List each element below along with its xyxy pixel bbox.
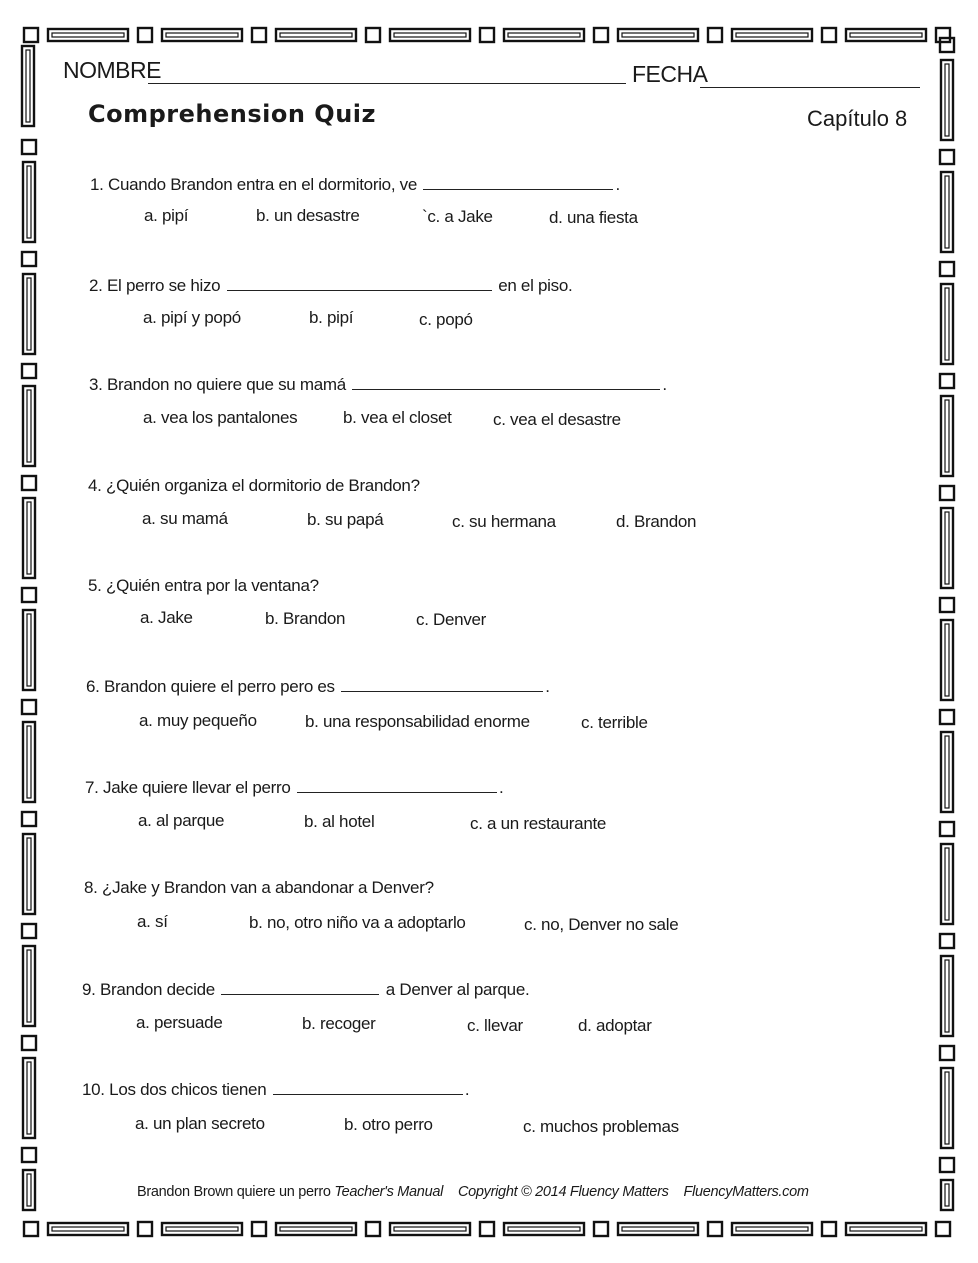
border-square	[708, 1222, 722, 1236]
border-square	[22, 364, 36, 378]
border-bar	[941, 732, 953, 812]
answer-blank[interactable]	[273, 1080, 463, 1095]
border-square	[708, 28, 722, 42]
border-square	[822, 1222, 836, 1236]
option[interactable]: b. una responsabilidad enorme	[305, 712, 530, 731]
option[interactable]: b. recoger	[302, 1014, 376, 1033]
border-square	[24, 28, 38, 42]
border-square	[22, 476, 36, 490]
option[interactable]: d. una fiesta	[549, 208, 638, 227]
border-bar	[162, 29, 242, 41]
answer-blank[interactable]	[221, 980, 379, 995]
option[interactable]: b. su papá	[307, 510, 384, 529]
border-square	[940, 598, 954, 612]
option[interactable]: a. muy pequeño	[139, 711, 257, 730]
option[interactable]: b. al hotel	[304, 812, 375, 831]
border-square	[138, 28, 152, 42]
option[interactable]: d. Brandon	[616, 512, 697, 531]
border-bar-inner	[27, 838, 31, 910]
border-square	[252, 28, 266, 42]
option[interactable]: b. un desastre	[256, 206, 360, 225]
border-bar-inner	[945, 624, 949, 696]
border-bar	[732, 1223, 812, 1235]
option[interactable]: a. un plan secreto	[135, 1114, 265, 1133]
border-bar	[504, 1223, 584, 1235]
option[interactable]: b. no, otro niño va a adoptarlo	[249, 913, 466, 932]
border-bar-inner	[945, 288, 949, 360]
border-square	[22, 924, 36, 938]
border-square	[22, 252, 36, 266]
border-bar-inner	[27, 950, 31, 1022]
option[interactable]: c. a un restaurante	[470, 814, 607, 833]
footer-credits: Brandon Brown quiere un perro Teacher's Manual Copyright © 2014 Fluency Matters FluencyMatters.com	[137, 1184, 809, 1200]
border-bar-inner	[508, 33, 580, 37]
option[interactable]: b. vea el closet	[343, 408, 452, 427]
option[interactable]: d. adoptar	[578, 1016, 652, 1035]
border-bar	[23, 1170, 35, 1210]
border-square	[936, 28, 950, 42]
border-square	[22, 588, 36, 602]
border-bar-inner	[394, 1227, 466, 1231]
name-blank[interactable]	[148, 83, 626, 84]
border-bar-inner	[280, 33, 352, 37]
border-bar-inner	[27, 614, 31, 686]
answer-blank[interactable]	[227, 276, 492, 291]
border-square	[138, 1222, 152, 1236]
border-square	[940, 262, 954, 276]
border-square	[940, 486, 954, 500]
option[interactable]: c. vea el desastre	[493, 410, 621, 429]
border-bar	[162, 1223, 242, 1235]
chapter-label: Capítulo 8	[807, 106, 908, 131]
border-bar	[732, 29, 812, 41]
date-blank[interactable]	[700, 87, 920, 88]
border-square	[936, 1222, 950, 1236]
option[interactable]: c. muchos problemas	[523, 1117, 679, 1136]
border-square	[22, 1148, 36, 1162]
border-square	[366, 1222, 380, 1236]
border-bar-inner	[27, 390, 31, 462]
border-bar	[23, 498, 35, 578]
option[interactable]: `c. a Jake	[422, 207, 493, 226]
border-square	[594, 28, 608, 42]
option[interactable]: c. terrible	[581, 713, 648, 732]
border-square	[940, 822, 954, 836]
option[interactable]: a. sí	[137, 912, 168, 931]
question-1: 1. Cuando Brandon entra en el dormitorio, ve .	[90, 175, 620, 194]
border-square	[940, 374, 954, 388]
date-label: FECHA	[632, 61, 708, 87]
option[interactable]: c. Denver	[416, 610, 487, 629]
border-bar-inner	[945, 512, 949, 584]
border-bar-inner	[52, 1227, 124, 1231]
border-square	[24, 1222, 38, 1236]
question-8: 8. ¿Jake y Brandon van a abandonar a Denver?	[84, 878, 434, 897]
border-bar	[941, 60, 953, 140]
border-bar	[23, 1058, 35, 1138]
option[interactable]: b. Brandon	[265, 609, 346, 628]
border-bar	[941, 620, 953, 700]
border-bar-inner	[166, 33, 238, 37]
option[interactable]: b. otro perro	[344, 1115, 433, 1134]
option[interactable]: c. popó	[419, 310, 473, 329]
border-bar-inner	[622, 33, 694, 37]
border-square	[480, 28, 494, 42]
border-bar-inner	[166, 1227, 238, 1231]
border-bar-inner	[736, 33, 808, 37]
option[interactable]: a. al parque	[138, 811, 225, 830]
quiz-title: Comprehension Quiz	[88, 100, 376, 128]
answer-blank[interactable]	[423, 175, 613, 190]
answer-blank[interactable]	[341, 677, 543, 692]
border-bar	[390, 1223, 470, 1235]
border-bar	[23, 162, 35, 242]
border-square	[822, 28, 836, 42]
border-square	[22, 700, 36, 714]
option[interactable]: a. Jake	[140, 608, 193, 627]
border-bar	[618, 29, 698, 41]
question-7: 7. Jake quiere llevar el perro .	[85, 778, 504, 797]
border-bar	[23, 946, 35, 1026]
border-bar-inner	[945, 736, 949, 808]
answer-blank[interactable]	[352, 375, 660, 390]
option[interactable]: b. pipí	[309, 308, 354, 327]
border-bar-inner	[945, 1072, 949, 1144]
border-bar-inner	[945, 64, 949, 136]
border-square	[252, 1222, 266, 1236]
option[interactable]: a. pipí y popó	[143, 308, 241, 327]
border-bar	[941, 508, 953, 588]
option[interactable]: c. su hermana	[452, 512, 556, 531]
border-bar-inner	[945, 176, 949, 248]
border-bar	[846, 29, 926, 41]
question-10: 10. Los dos chicos tienen .	[82, 1080, 470, 1099]
border-square	[940, 1158, 954, 1172]
border-bar	[846, 1223, 926, 1235]
border-bar	[276, 29, 356, 41]
border-square	[22, 812, 36, 826]
option[interactable]: c. llevar	[467, 1016, 523, 1035]
answer-blank[interactable]	[297, 778, 497, 793]
border-bar-inner	[26, 50, 30, 122]
question-6: 6. Brandon quiere el perro pero es .	[86, 677, 550, 696]
border-bar	[48, 1223, 128, 1235]
border-bar	[48, 29, 128, 41]
border-bar-inner	[945, 848, 949, 920]
border-bar	[941, 172, 953, 252]
border-bar	[941, 956, 953, 1036]
border-bar-inner	[27, 726, 31, 798]
border-bar	[23, 722, 35, 802]
border-square	[940, 150, 954, 164]
question-5: 5. ¿Quién entra por la ventana?	[88, 576, 319, 595]
border-bar-inner	[27, 502, 31, 574]
border-bar	[504, 29, 584, 41]
border-square	[480, 1222, 494, 1236]
border-bar-inner	[27, 1062, 31, 1134]
option[interactable]: c. no, Denver no sale	[524, 915, 679, 934]
border-bar	[941, 1068, 953, 1148]
border-square	[940, 710, 954, 724]
option[interactable]: a. persuade	[136, 1013, 223, 1032]
border-square	[594, 1222, 608, 1236]
border-bar-inner	[945, 1184, 949, 1206]
border-bar-inner	[27, 278, 31, 350]
border-bar-inner	[508, 1227, 580, 1231]
border-bar	[23, 834, 35, 914]
border-bar-inner	[27, 166, 31, 238]
border-bar-inner	[736, 1227, 808, 1231]
question-3: 3. Brandon no quiere que su mamá .	[89, 375, 667, 394]
border-bar	[941, 844, 953, 924]
option[interactable]: a. pipí	[144, 206, 189, 225]
border-bar-inner	[850, 1227, 922, 1231]
border-bar	[390, 29, 470, 41]
border-bar	[618, 1223, 698, 1235]
border-bar-inner	[622, 1227, 694, 1231]
border-bar-inner	[280, 1227, 352, 1231]
border-bar	[23, 386, 35, 466]
question-4: 4. ¿Quién organiza el dormitorio de Brandon?	[88, 476, 420, 495]
name-label: NOMBRE	[63, 57, 161, 83]
border-bar	[276, 1223, 356, 1235]
border-bar-inner	[945, 400, 949, 472]
border-square	[940, 1046, 954, 1060]
border-bar-inner	[945, 960, 949, 1032]
border-bar	[22, 46, 34, 126]
border-square	[22, 140, 36, 154]
border-square	[366, 28, 380, 42]
border-bar-inner	[850, 33, 922, 37]
border-bar	[941, 396, 953, 476]
option[interactable]: a. vea los pantalones	[143, 408, 298, 427]
border-square	[940, 38, 954, 52]
border-bar	[23, 610, 35, 690]
border-square	[940, 934, 954, 948]
border-bar	[941, 284, 953, 364]
border-bar-inner	[394, 33, 466, 37]
option[interactable]: a. su mamá	[142, 509, 228, 528]
border-bar	[23, 274, 35, 354]
border-square	[22, 1036, 36, 1050]
question-2: 2. El perro se hizo en el piso.	[89, 276, 573, 295]
question-9: 9. Brandon decide a Denver al parque.	[82, 980, 530, 999]
border-bar-inner	[52, 33, 124, 37]
border-bar-inner	[27, 1174, 31, 1206]
